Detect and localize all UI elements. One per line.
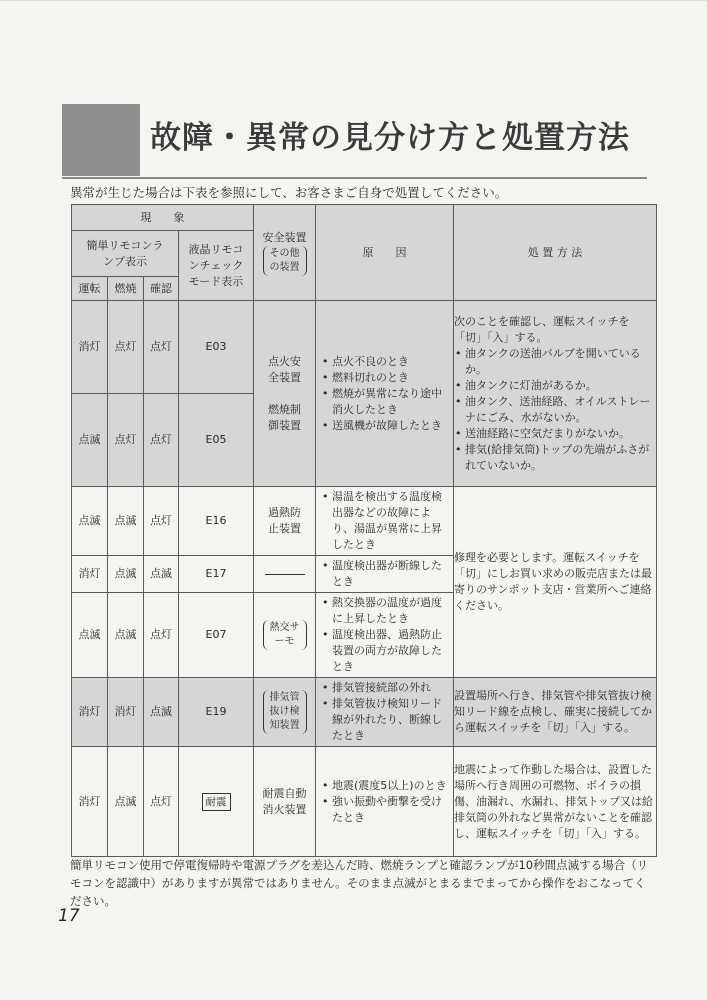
list-item: • 温度検出器、過熱防止装置の両方が故障したとき [321, 627, 451, 675]
list-item: • 油タンクに灯油があるか。 [454, 378, 656, 394]
cell-safety-thermo [254, 593, 316, 678]
cell-run: 点滅 [72, 394, 108, 487]
safety-thermo: 熱交サーモ [263, 620, 307, 650]
safety-overheat: 過熱防止装置 [268, 506, 301, 535]
list-item: • 排気管抜け検知リード線が外れたり、断線したとき [321, 696, 451, 744]
cell-check: 点灯 [144, 394, 179, 487]
list-item: • 燃焼が異常になり途中消火したとき [321, 386, 451, 418]
cell-code: E16 [179, 487, 254, 556]
cell-run: 消灯 [72, 556, 108, 593]
list-item: • 燃料切れのとき [321, 370, 451, 386]
cell-safety-overheat [254, 487, 316, 556]
list-item: • 油タンク、送油経路、オイルストレーナにごみ、水がないか。 [454, 394, 656, 426]
header-safety [254, 205, 316, 301]
list-item: • 強い振動や衝撃を受けたとき [321, 794, 451, 826]
page-number: 17 [58, 906, 80, 926]
dash-line [265, 574, 305, 575]
title-underline [62, 177, 647, 179]
list-item: • 熱交換器の温度が過度に上昇したとき [321, 595, 451, 627]
cell-code: E03 [179, 301, 254, 394]
header-remote-lamp-label: 簡単リモコンランプ表示 [86, 238, 164, 268]
cell-code [179, 747, 254, 857]
table-row [72, 301, 657, 394]
header-safety-other: その他の装置 [263, 246, 307, 276]
cell-burn: 点灯 [108, 394, 144, 487]
header-cause: 原 因 [316, 205, 454, 301]
cell-burn: 消灯 [108, 678, 144, 747]
cell-code: E07 [179, 593, 254, 678]
table-row [72, 487, 657, 556]
safety-exhaust-detect: 排気管抜け検知装置 [263, 690, 307, 734]
cell-safety-quake [254, 747, 316, 857]
cell-check: 点滅 [144, 678, 179, 747]
trouble-table [71, 204, 657, 857]
table-row [72, 747, 657, 857]
header-col-check: 確認 [144, 277, 179, 301]
list-item: • 送油経路に空気だまりがないか。 [454, 426, 656, 442]
cell-remedy-quake: 地震によって作動した場合は、設置した場所へ行き周囲の可燃物、ボイラの損傷、油漏れ、水漏れ、排気トップ又は給排気筒の外れなど異常がないことを確認し、運転スイッチを「切」「入」する。 [454, 747, 657, 857]
cell-burn: 点滅 [108, 593, 144, 678]
list-item: • 温度検出器が断線したとき [321, 558, 451, 590]
cause-list [316, 352, 453, 436]
list-item: • 排気管接続部の外れ [321, 680, 451, 696]
cell-check: 点灯 [144, 593, 179, 678]
safety-ignition: 点火安全装置 [268, 354, 301, 384]
cell-check: 点灯 [144, 487, 179, 556]
cell-burn: 点滅 [108, 487, 144, 556]
cell-burn: 点滅 [108, 556, 144, 593]
quake-code-box: 耐震 [202, 793, 231, 811]
remedy-list [454, 346, 656, 474]
cell-cause-quake [316, 747, 454, 857]
cell-run: 消灯 [72, 747, 108, 857]
cell-cause-e19 [316, 678, 454, 747]
remedy-intro: 次のことを確認し、運転スイッチを「切」「入」する。 [454, 314, 630, 344]
list-item: • 油タンクの送油バルブを開いているか。 [454, 346, 656, 378]
cell-safety-exhaust [254, 678, 316, 747]
cell-remedy-group1 [454, 301, 657, 487]
header-phenomenon: 現 象 [72, 205, 254, 231]
header-lcd-mode [179, 231, 254, 301]
cell-code: E05 [179, 394, 254, 487]
table-row [72, 678, 657, 747]
footnote: 簡単リモコン使用で停電復帰時や電源プラグを差込んだ時、燃焼ランプと確認ランプが10秒間点滅する場合（リモコンを認識中）がありますが異常ではありません。そのまま点滅がとまるまでまってから操作をおこなってください。 [70, 858, 649, 908]
cell-safety-ignition-combustion [254, 301, 316, 487]
safety-quake: 耐震自動消火装置 [262, 786, 307, 816]
header-col-burn: 燃焼 [108, 277, 144, 301]
cell-cause-e07 [316, 593, 454, 678]
cell-code: E17 [179, 556, 254, 593]
title-marker [62, 104, 140, 176]
header-col-run: 運転 [72, 277, 108, 301]
cell-check: 点滅 [144, 556, 179, 593]
cell-cause-e16 [316, 487, 454, 556]
safety-combustion: 燃焼制御装置 [268, 402, 301, 432]
cell-run: 消灯 [72, 678, 108, 747]
cell-remedy-e19: 設置場所へ行き、排気管や排気管抜け検知リード線を点検し、確実に接続してから運転スイッチを「切」「入」する。 [454, 678, 657, 747]
cell-cause-group1 [316, 301, 454, 487]
cell-check: 点灯 [144, 747, 179, 857]
list-item: • 排気(給排気筒)トップの先端がふさがれていないか。 [454, 442, 656, 474]
cell-run: 点滅 [72, 487, 108, 556]
list-item: • 湯温を検出する温度検出器などの故障により、湯温が異常に上昇したとき [321, 489, 451, 553]
intro-text: 異常が生じた場合は下表を参照にして、お客さまご自身で処置してください。 [70, 185, 508, 200]
page-title: 故障・異常の見分け方と処置方法 [150, 120, 630, 156]
cell-remedy-group2: 修理を必要とします。運転スイッチを「切」にしお買い求めの販売店または最寄りのサンポット支店・営業所へご連絡ください。 [454, 487, 657, 678]
cell-code: E19 [179, 678, 254, 747]
cell-cause-e17 [316, 556, 454, 593]
list-item: • 送風機が故障したとき [321, 418, 451, 434]
cell-safety-none [254, 556, 316, 593]
cell-burn: 点滅 [108, 747, 144, 857]
cell-run: 消灯 [72, 301, 108, 394]
header-safety-label: 安全装置 [262, 230, 307, 244]
header-remedy: 処 置 方 法 [454, 205, 657, 301]
list-item: • 点火不良のとき [321, 354, 451, 370]
list-item: • 地震(震度5以上)のとき [321, 778, 451, 794]
header-lcd-mode-label: 液晶リモコンチェックモード表示 [188, 242, 244, 288]
cell-check: 点灯 [144, 301, 179, 394]
cell-run: 点滅 [72, 593, 108, 678]
header-remote-lamp [72, 231, 179, 277]
cell-burn: 点灯 [108, 301, 144, 394]
